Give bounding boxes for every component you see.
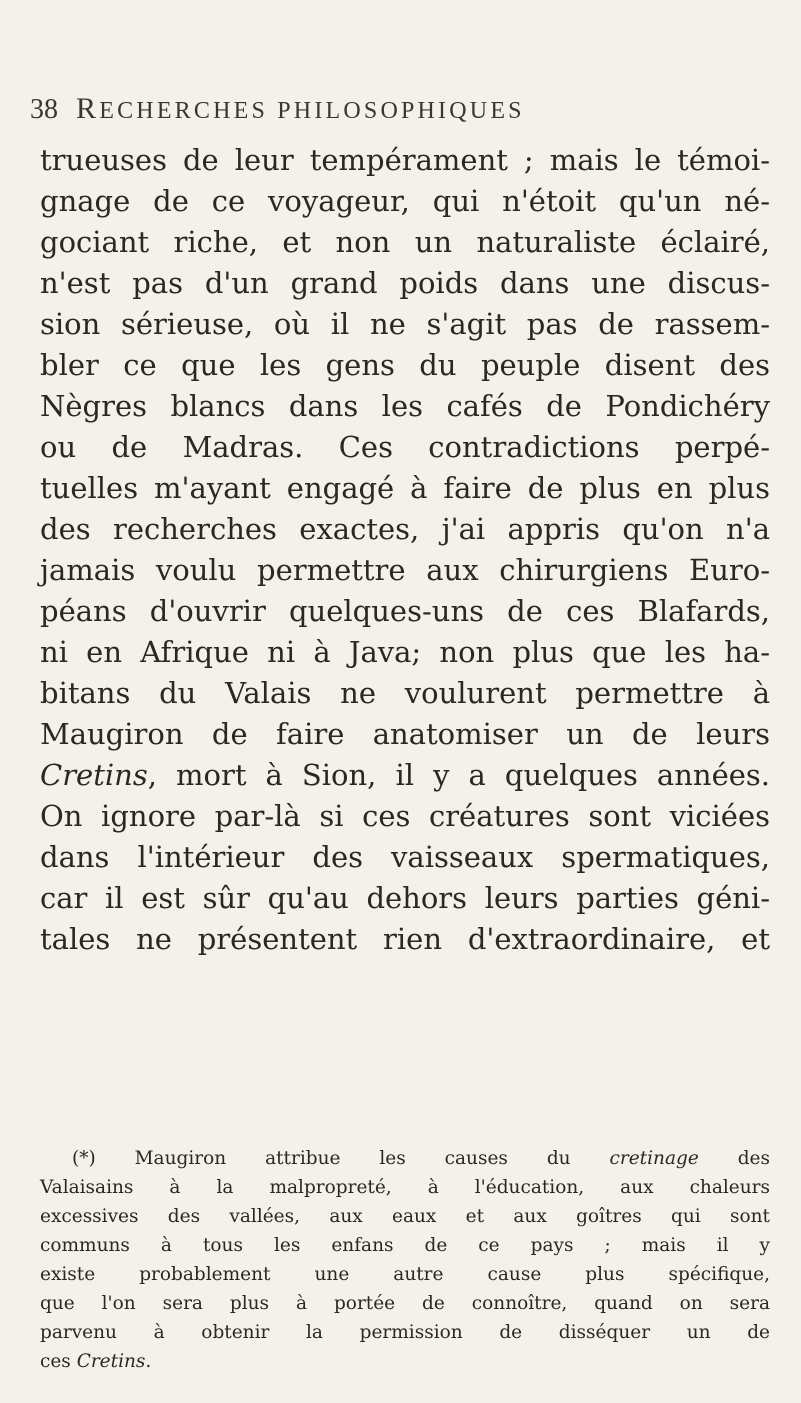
text-line (40, 673, 770, 714)
text-span: Nègres blancs dans les cafés de Pondichéry (40, 389, 770, 423)
main-text (40, 140, 770, 960)
running-title (76, 92, 525, 125)
text-span: parvenu à obtenir la permission de disséquer un de (40, 1322, 770, 1343)
text-span: gnage de ce voyageur, qui n'étoit qu'un né- (40, 184, 770, 218)
italic-term: Cretins (76, 1351, 146, 1372)
italic-term: cretinage (609, 1148, 699, 1169)
text-line (40, 591, 770, 632)
text-span: car il est sûr qu'au dehors leurs parties géni- (40, 881, 770, 915)
footnote-line (40, 1144, 770, 1173)
text-span: que l'on sera plus à portée de connoître, quand on sera (40, 1293, 770, 1314)
text-line (40, 181, 770, 222)
page-number: 38 (30, 94, 58, 125)
text-line (40, 837, 770, 878)
text-span: bler ce que les gens du peuple disent des (40, 348, 770, 382)
text-span: des recherches exactes, j'ai appris qu'on n'a (40, 512, 770, 546)
text-span: dans l'intérieur des vaisseaux spermatiques, (40, 840, 770, 874)
text-span: ni en Afrique ni à Java; non plus que les ha- (40, 635, 770, 669)
text-span: Valaisains à la malpropreté, à l'éducation, aux chaleurs (40, 1177, 770, 1198)
footnote-line (40, 1173, 770, 1202)
text-line (40, 550, 770, 591)
text-line (40, 878, 770, 919)
text-line (40, 427, 770, 468)
text-span: n'est pas d'un grand poids dans une discus- (40, 266, 770, 300)
running-title-initial: R (76, 92, 100, 125)
text-line (40, 140, 770, 181)
running-title-rest: ECHERCHES PHILOSOPHIQUES (99, 98, 525, 124)
text-line (40, 304, 770, 345)
text-span: bitans du Valais ne voulurent permettre à (40, 676, 770, 710)
text-line (40, 263, 770, 304)
text-span: (*) Maugiron attribue les causes du (72, 1148, 610, 1169)
footnote-line (40, 1347, 770, 1376)
text-span: . (145, 1351, 152, 1372)
text-span: communs à tous les enfans de ce pays ; mais il y (40, 1235, 770, 1256)
footnote-line (40, 1289, 770, 1318)
text-line (40, 919, 770, 960)
text-span: , mort à Sion, il y a quelques années. (147, 758, 770, 792)
text-line (40, 796, 770, 837)
text-span: ou de Madras. Ces contradictions perpé- (40, 430, 770, 464)
text-span: gociant riche, et non un naturaliste éclairé, (40, 225, 770, 259)
text-span: trueuses de leur tempérament ; mais le témoi- (40, 143, 770, 177)
text-line (40, 509, 770, 550)
text-span: jamais voulu permettre aux chirurgiens Euro- (40, 553, 770, 587)
text-line (40, 632, 770, 673)
text-line (40, 345, 770, 386)
text-span: ces (40, 1351, 77, 1372)
text-span: existe probablement une autre cause plus spécifique, (40, 1264, 770, 1285)
text-span: péans d'ouvrir quelques-uns de ces Blafards, (40, 594, 770, 628)
text-line (40, 714, 770, 755)
italic-term: Cretins (40, 758, 148, 792)
text-line (40, 386, 770, 427)
text-span: excessives des vallées, aux eaux et aux goîtres qui sont (40, 1206, 770, 1227)
footnote-line (40, 1260, 770, 1289)
text-span: tales ne présentent rien d'extraordinaire, et (40, 922, 770, 956)
text-span: sion sérieuse, où il ne s'agit pas de rassem- (40, 307, 770, 341)
text-span: des (698, 1148, 770, 1169)
text-line (40, 755, 770, 796)
footnote-line (40, 1231, 770, 1260)
text-span: tuelles m'ayant engagé à faire de plus en plus (40, 471, 770, 505)
footnote-line (40, 1318, 770, 1347)
text-span: On ignore par-là si ces créatures sont viciées (40, 799, 770, 833)
footnote (40, 1144, 770, 1376)
text-line (40, 468, 770, 509)
footnote-line (40, 1202, 770, 1231)
text-span: Maugiron de faire anatomiser un de leurs (40, 717, 770, 751)
running-header (30, 92, 770, 132)
text-line (40, 222, 770, 263)
